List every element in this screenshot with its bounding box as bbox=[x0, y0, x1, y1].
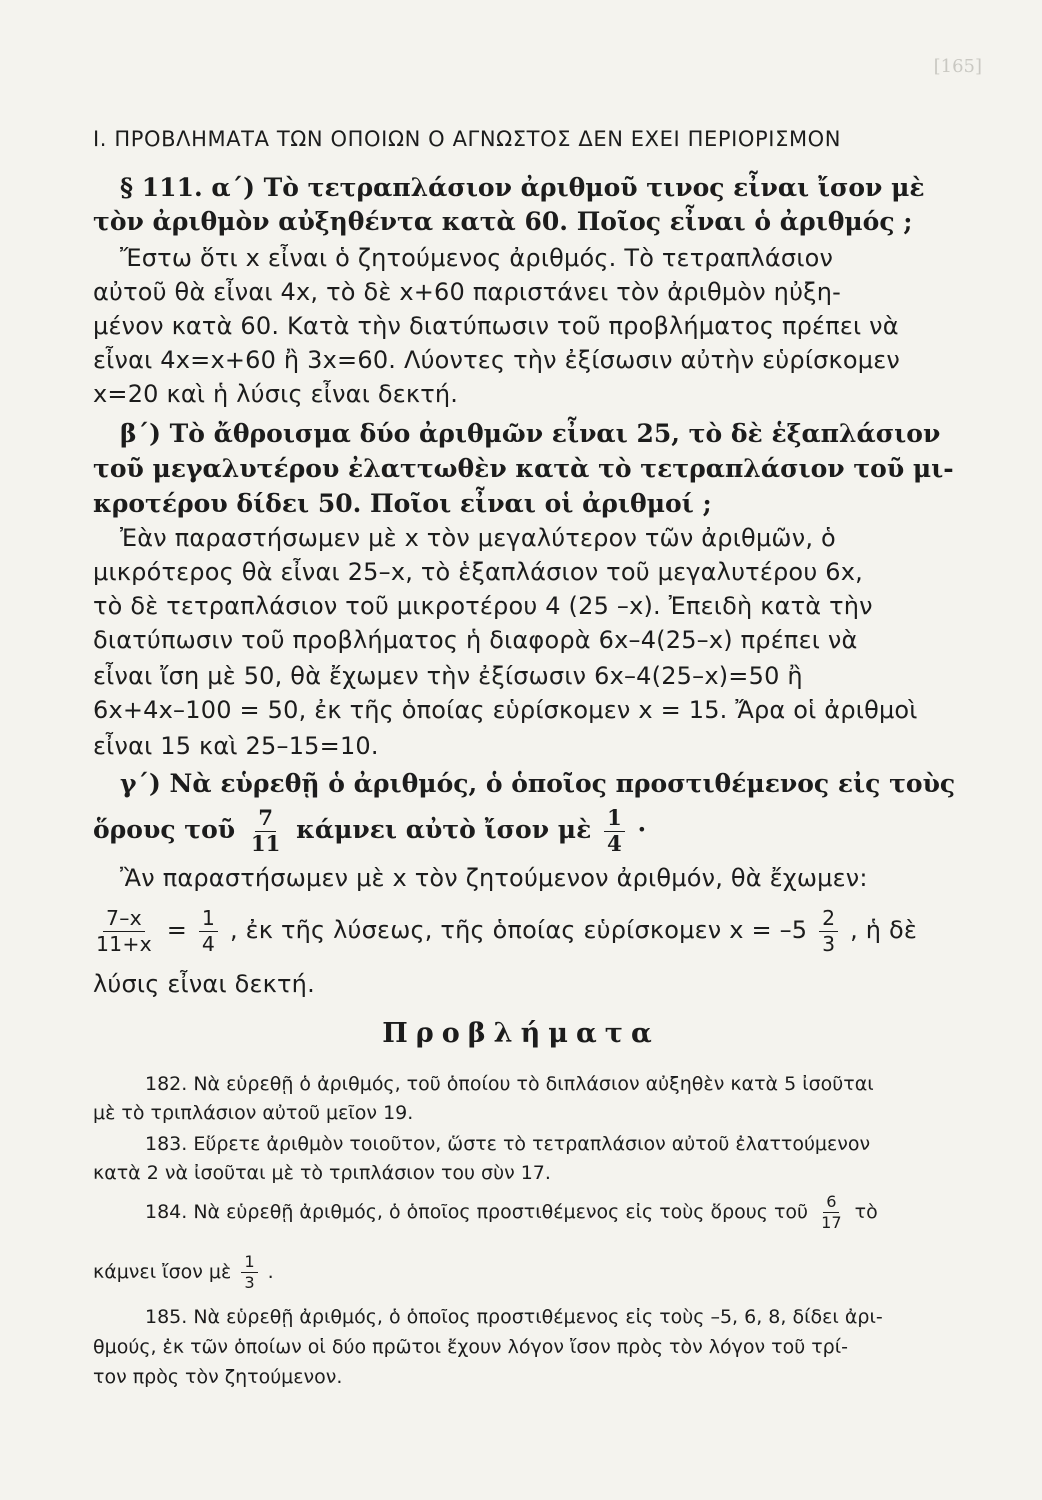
problem-c-solution-line-1: Ἂν παραστήσωμεν μὲ x τὸν ζητούμενον ἀριθμόν, θὰ ἔχωμεν: bbox=[120, 864, 868, 892]
problem-b-statement-line-2: τοῦ μεγαλυτέρου ἐλαττωθὲν κατὰ τὸ τετραπλάσιον τοῦ μι- bbox=[93, 454, 954, 483]
problem-c-statement-line-1: γ΄) Νὰ εὑρεθῇ ὁ ἀριθμός, ὁ ὁποῖος προστιθέμενος εἰς τοὺς bbox=[120, 769, 956, 798]
problem-185-line-1: 185. Νὰ εὑρεθῇ ἀριθμός, ὁ ὁποῖος προστιθέμενος εἰς τοὺς –5, 6, 8, δίδει ἀρι- bbox=[145, 1306, 883, 1328]
fraction-numerator: 1 bbox=[604, 808, 625, 832]
problem-b-solution-line-2: μικρότερος θὰ εἶναι 25–x, τὸ ἑξαπλάσιον τοῦ μεγαλυτέρου 6x, bbox=[93, 558, 863, 586]
fraction-numerator: 2 bbox=[819, 908, 838, 931]
problem-a-solution-line-2: αὐτοῦ θὰ εἶναι 4x, τὸ δὲ x+60 παριστάνει τὸν ἀριθμὸν ηὐξη- bbox=[93, 278, 842, 306]
equation-right-fraction bbox=[199, 908, 218, 954]
page-number: [165] bbox=[933, 56, 982, 77]
fraction-denominator: 11 bbox=[250, 832, 281, 857]
problem-182-line-1: 182. Νὰ εὑρεθῇ ὁ ἀριθμός, τοῦ ὁποίου τὸ διπλάσιον αὐξηθὲν κατὰ 5 ἰσοῦται bbox=[145, 1073, 874, 1095]
problem-a-solution-line-1: Ἔστω ὅτι x εἶναι ὁ ζητούμενος ἀριθμός. Τὸ τετραπλάσιον bbox=[120, 244, 834, 272]
fraction-denominator: 11+x bbox=[96, 931, 152, 956]
problem-b-solution-line-3: τὸ δὲ τετραπλάσιον τοῦ μικροτέρου 4 (25 –x). Ἐπειδὴ κατὰ τὴν bbox=[93, 592, 873, 620]
problem-184-end: τὸ bbox=[854, 1201, 878, 1223]
problem-a-statement-line-2: τὸν ἀριθμὸν αὐξηθέντα κατὰ 60. Ποῖος εἶναι ὁ ἀριθμός ; bbox=[93, 207, 913, 236]
fraction-numerator: 6 bbox=[823, 1194, 839, 1213]
fraction-1-4 bbox=[604, 805, 625, 857]
fraction-numerator: 7 bbox=[255, 808, 276, 832]
fraction-numerator: 7–x bbox=[103, 908, 145, 931]
problems-title: Προβλήματα bbox=[382, 1018, 660, 1049]
problem-c-equation-line bbox=[93, 898, 953, 962]
problem-184-line-1 bbox=[145, 1184, 953, 1240]
problem-a-statement-line-1: § 111. α΄) Τὸ τετραπλάσιον ἀριθμοῦ τινος εἶναι ἴσον μὲ bbox=[120, 173, 925, 202]
problem-b-statement-line-3: κροτέρου δίδει 50. Ποῖοι εἶναι οἱ ἀριθμοί ; bbox=[93, 489, 712, 518]
problem-b-solution-line-4: διατύπωσιν τοῦ προβλήματος ἡ διαφορὰ 6x–4(25–x) πρέπει νὰ bbox=[93, 626, 858, 654]
problem-c-statement-line-2 bbox=[93, 798, 953, 862]
problem-184-text-2: κάμνει ἴσον μὲ bbox=[93, 1261, 232, 1283]
problem-c-solution-line-3: λύσις εἶναι δεκτή. bbox=[93, 970, 315, 998]
equals-sign: = bbox=[166, 916, 188, 944]
problem-c-text-a: ὅρους τοῦ bbox=[93, 815, 236, 844]
problem-c-text-c: · bbox=[637, 815, 647, 844]
fraction-denominator: 4 bbox=[606, 832, 622, 857]
problem-185-line-3: τον πρὸς τὸν ζητούμενον. bbox=[93, 1366, 343, 1388]
fraction-1-3 bbox=[241, 1251, 257, 1292]
problem-182-line-2: μὲ τὸ τριπλάσιον αὐτοῦ μεῖον 19. bbox=[93, 1102, 414, 1124]
problem-184-line-2-end: . bbox=[267, 1261, 274, 1283]
fraction-numerator: 1 bbox=[241, 1254, 257, 1273]
solution-fraction bbox=[819, 908, 838, 954]
problem-a-solution-line-3: μένον κατὰ 60. Κατὰ τὴν διατύπωσιν τοῦ προβλήματος πρέπει νὰ bbox=[93, 312, 899, 340]
problem-184-text: 184. Νὰ εὑρεθῇ ἀριθμός, ὁ ὁποῖος προστιθέμενος εἰς τοὺς ὅρους τοῦ bbox=[145, 1201, 809, 1223]
fraction-denominator: 3 bbox=[244, 1273, 255, 1292]
problem-b-solution-line-1: Ἐὰν παραστήσωμεν μὲ x τὸν μεγαλύτερον τῶν ἀριθμῶν, ὁ bbox=[120, 524, 836, 552]
equation-end-text: , ἡ δὲ bbox=[850, 916, 918, 944]
problem-b-solution-line-5: εἶναι ἴση μὲ 50, θὰ ἔχωμεν τὴν ἐξίσωσιν 6x–4(25–x)=50 ἢ bbox=[93, 662, 803, 690]
problem-184-line-2 bbox=[93, 1244, 953, 1300]
fraction-7-11 bbox=[248, 805, 284, 857]
problem-183-line-1: 183. Εὕρετε ἀριθμὸν τοιοῦτον, ὥστε τὸ τετραπλάσιον αὐτοῦ ἐλαττούμενον bbox=[145, 1133, 871, 1155]
problem-183-line-2: κατὰ 2 νὰ ἰσοῦται μὲ τὸ τριπλάσιον του σὺν 17. bbox=[93, 1162, 551, 1184]
problem-b-solution-line-7: εἶναι 15 καὶ 25–15=10. bbox=[93, 732, 379, 760]
fraction-numerator: 1 bbox=[199, 908, 218, 931]
problem-c-text-b: κάμνει αὐτὸ ἴσον μὲ bbox=[296, 815, 592, 844]
equation-text: , ἐκ τῆς λύσεως, τῆς ὁποίας εὑρίσκομεν x = –5 bbox=[229, 916, 808, 944]
fraction-denominator: 17 bbox=[821, 1213, 842, 1232]
problem-185-line-2: θμούς, ἐκ τῶν ὁποίων οἱ δύο πρῶτοι ἔχουν λόγον ἴσον πρὸς τὸν λόγον τοῦ τρί- bbox=[93, 1336, 849, 1358]
equation-left-fraction bbox=[93, 908, 155, 954]
problem-b-solution-line-6: 6x+4x–100 = 50, ἐκ τῆς ὁποίας εὑρίσκομεν x = 15. Ἄρα οἱ ἀριθμοὶ bbox=[93, 696, 918, 724]
fraction-denominator: 4 bbox=[201, 931, 216, 956]
problem-a-solution-line-5: x=20 καὶ ἡ λύσις εἶναι δεκτή. bbox=[93, 380, 459, 408]
fraction-6-17 bbox=[818, 1191, 845, 1232]
problem-b-statement-line-1: β΄) Τὸ ἄθροισμα δύο ἀριθμῶν εἶναι 25, τὸ δὲ ἑξαπλάσιον bbox=[120, 419, 941, 448]
chapter-heading: Ι. ΠΡΟΒΛΗΜΑΤΑ ΤΩΝ ΟΠΟΙΩΝ Ο ΑΓΝΩΣΤΟΣ ΔΕΝ ΕΧΕΙ ΠΕΡΙΟΡΙΣΜΟΝ bbox=[93, 127, 842, 151]
fraction-denominator: 3 bbox=[822, 931, 836, 956]
problem-a-solution-line-4: εἶναι 4x=x+60 ἢ 3x=60. Λύοντες τὴν ἐξίσωσιν αὐτὴν εὑρίσκομεν bbox=[93, 346, 901, 374]
